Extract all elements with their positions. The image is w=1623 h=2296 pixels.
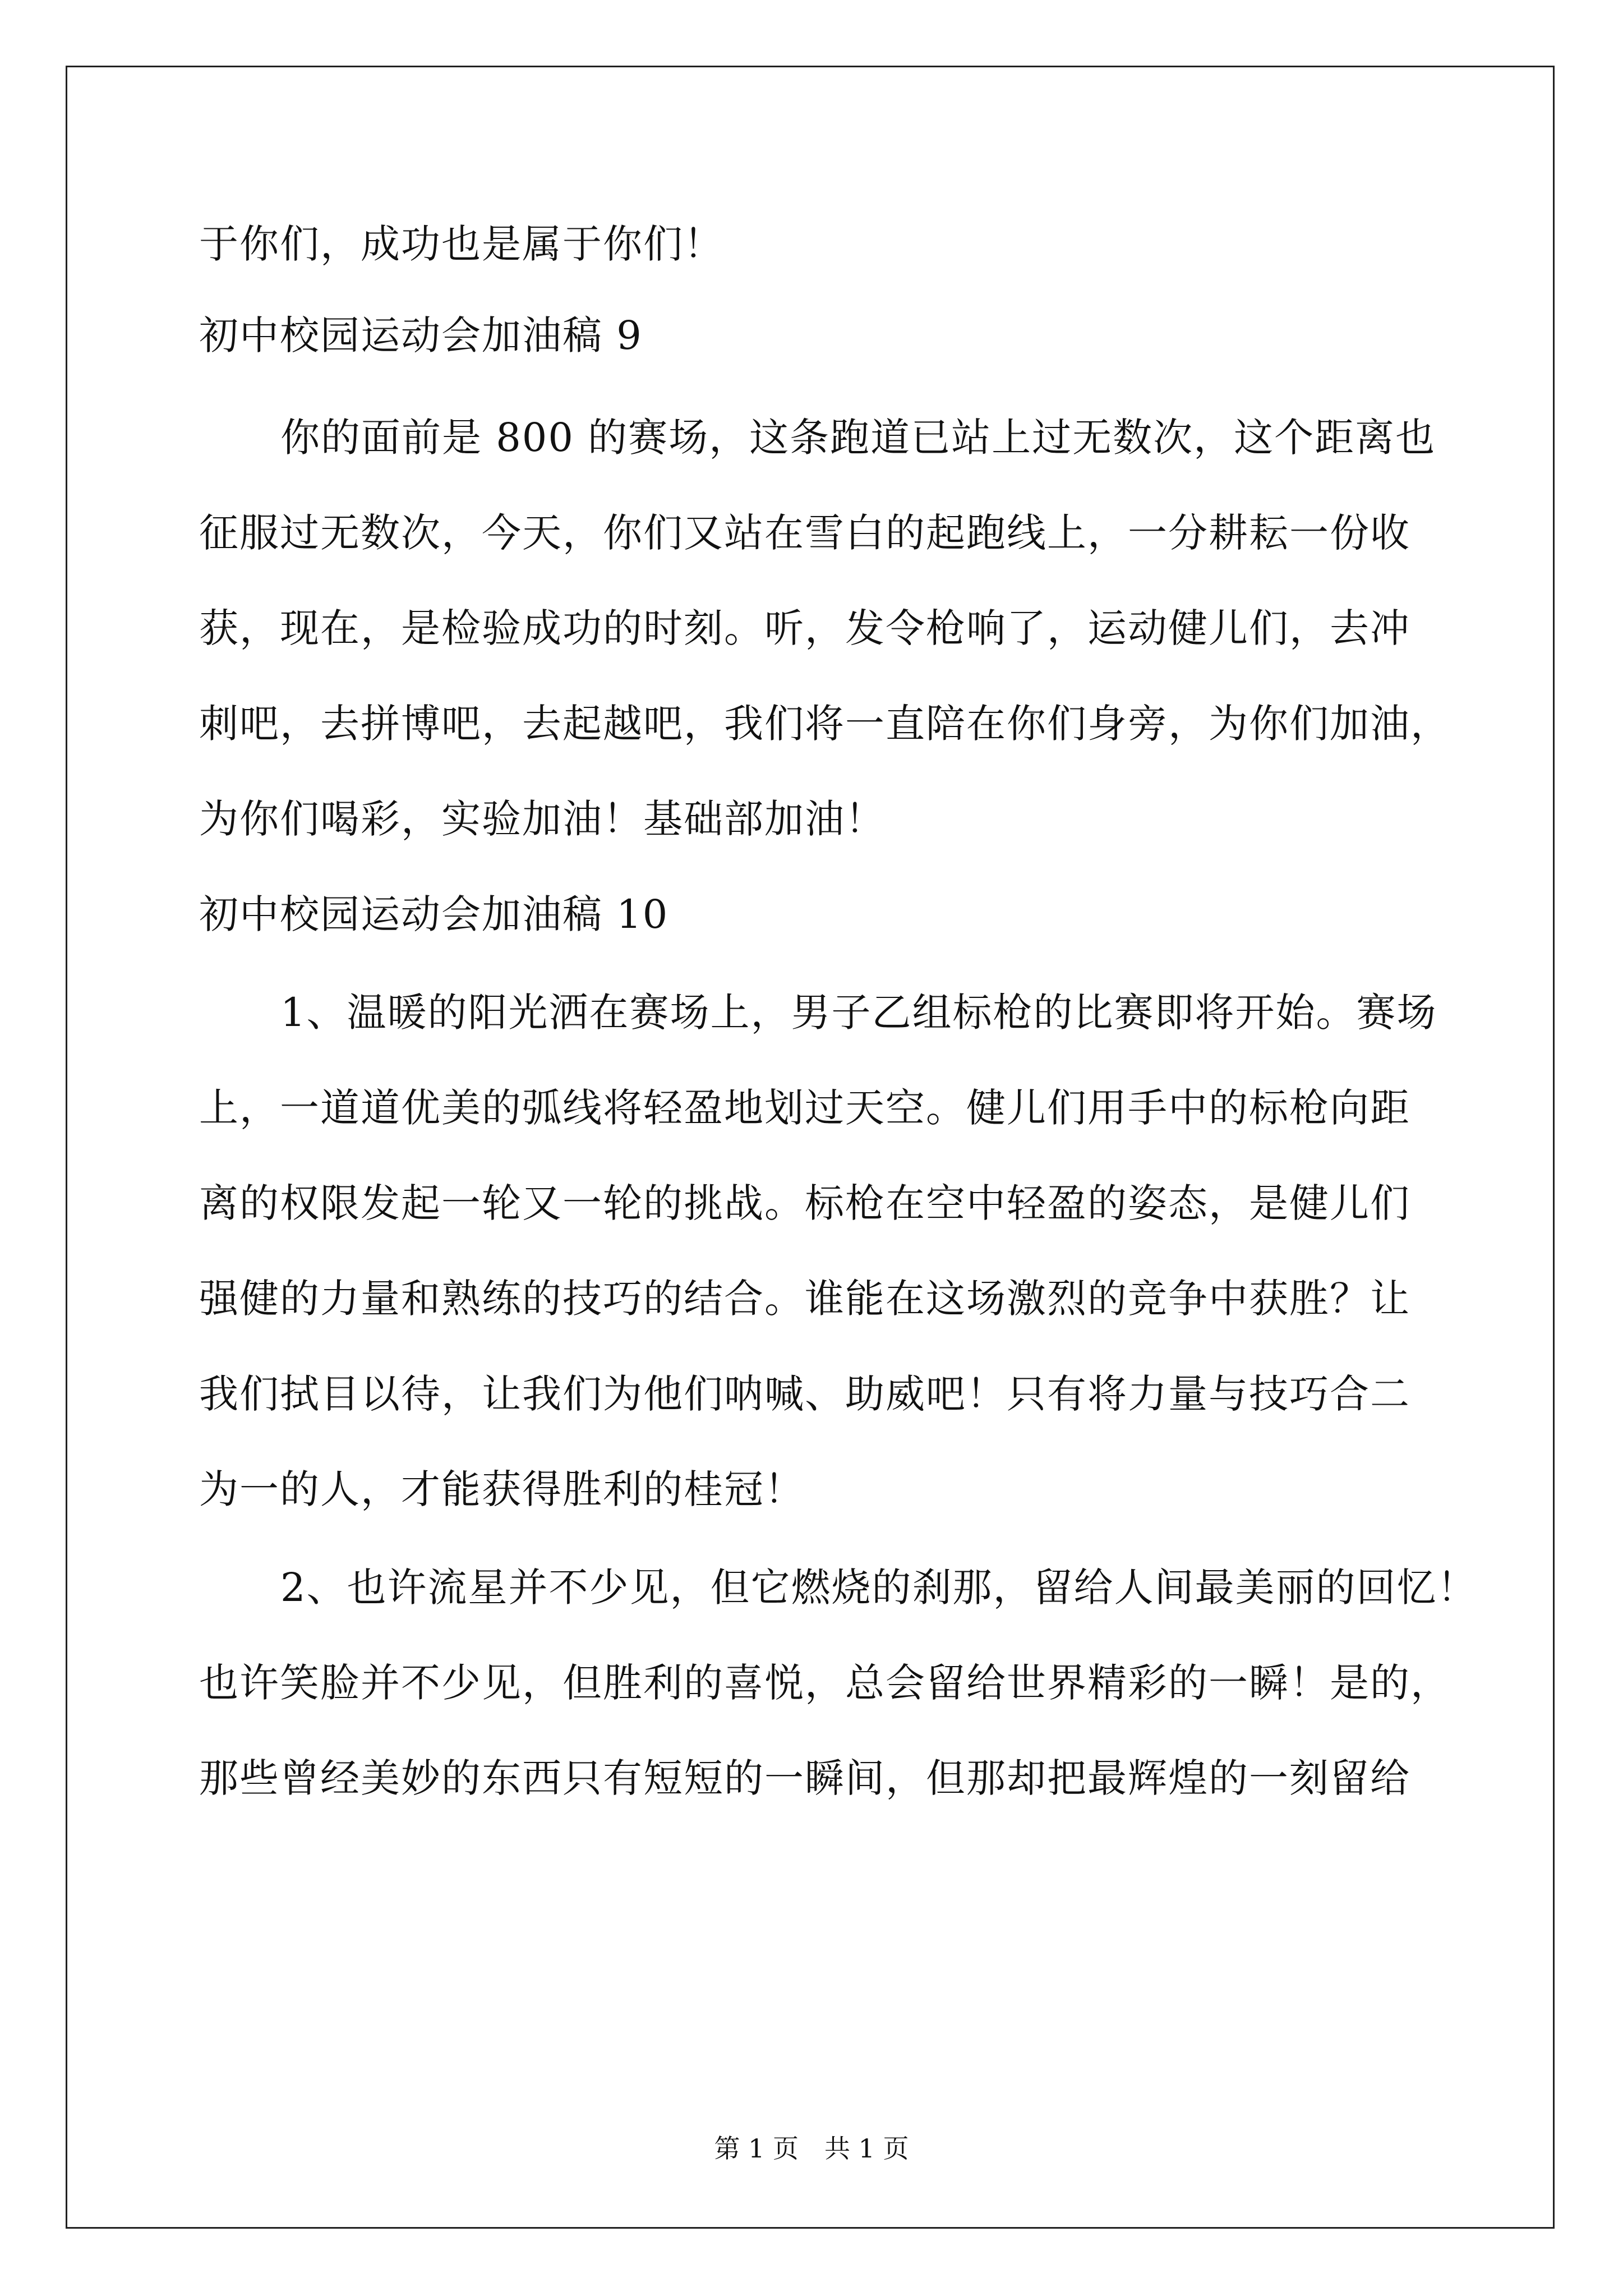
section-title: 初中校园运动会加油稿 9 — [199, 312, 643, 358]
body-line: 刺吧，去拼博吧，去起越吧，我们将一直陪在你们身旁，为你们加油， — [199, 701, 1451, 747]
body-line: 为一的人，才能获得胜利的桂冠！ — [199, 1466, 805, 1512]
body-line: 征服过无数次，今天，你们又站在雪白的起跑线上，一分耕耘一份收 — [199, 510, 1410, 556]
body-line: 那些曾经美妙的东西只有短短的一瞬间，但那却把最辉煌的一刻留给 — [199, 1755, 1410, 1801]
body-line: 你的面前是 800 的赛场，这条跑道已站上过无数次，这个距离也 — [280, 415, 1436, 461]
section-title: 初中校园运动会加油稿 10 — [199, 891, 669, 937]
body-line: 我们拭目以待，让我们为他们呐喊、助威吧！只有将力量与技巧合二 — [199, 1371, 1410, 1417]
page-border — [66, 66, 1555, 2229]
body-line: 于你们，成功也是属于你们！ — [199, 221, 724, 267]
body-line: 也许笑脸并不少见，但胜利的喜悦，总会留给世界精彩的一瞬！是的， — [199, 1660, 1451, 1706]
body-line: 获，现在，是检验成功的时刻。听，发令枪响了，运动健儿们，去冲 — [199, 605, 1410, 651]
body-line: 1、温暖的阳光洒在赛场上，男子乙组标枪的比赛即将开始。赛场 — [280, 990, 1437, 1036]
body-line: 离的权限发起一轮又一轮的挑战。标枪在空中轻盈的姿态，是健儿们 — [199, 1180, 1410, 1226]
body-line: 强健的力量和熟练的技巧的结合。谁能在这场激烈的竞争中获胜？让 — [199, 1276, 1410, 1322]
body-line: 2、也许流星并不少见，但它燃烧的刹那，留给人间最美丽的回忆！ — [280, 1565, 1478, 1611]
page-number: 第 1 页 共 1 页 — [714, 2133, 909, 2164]
body-line: 上，一道道优美的弧线将轻盈地划过天空。健儿们用手中的标枪向距 — [199, 1085, 1410, 1131]
body-line: 为你们喝彩，实验加油！基础部加油！ — [199, 796, 886, 842]
